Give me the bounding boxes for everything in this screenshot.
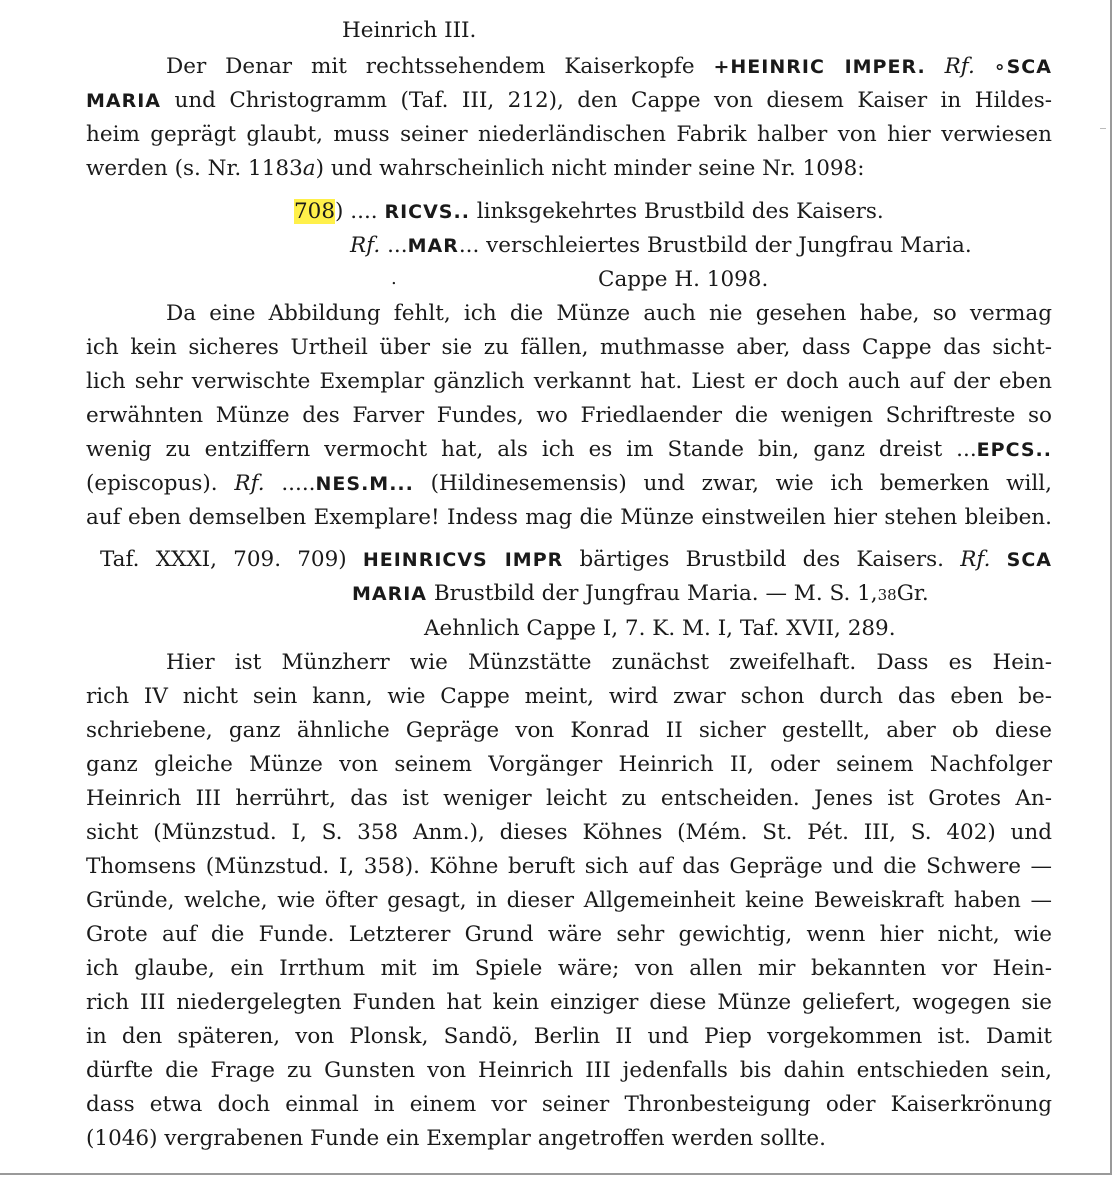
- p2-line-6: [86, 467, 1052, 501]
- p1-line-2: [86, 84, 1052, 118]
- coin-legend: +HEINRIC IMPER.: [713, 56, 926, 78]
- reverse-abbr: Rf.: [944, 54, 975, 79]
- coin-legend: MAR: [407, 235, 459, 257]
- reverse-abbr: Rf.: [234, 471, 265, 496]
- coin-legend: NES.M...: [315, 473, 414, 495]
- p3-line-1: Hier ist Münzherr wie Münzstätte zunächst zweifelhaft. Dass es Hein-: [166, 650, 1052, 675]
- p3-line-15: (1046) vergrabenen Funde ein Exemplar angetroffen werden sollte.: [86, 1126, 826, 1151]
- entry-709-line-2: [352, 577, 1012, 611]
- p1-l4-text-end: ) und wahrscheinlich nicht minder seine Nr. 1098:: [315, 156, 865, 181]
- p3-line-4: ganz gleiche Münze von seinem Vorgänger Heinrich II, oder seinem Nachfolger: [86, 752, 1052, 777]
- p2-line-1: Da eine Abbildung fehlt, ich die Münze auch nie gesehen habe, so vermag: [166, 301, 1052, 326]
- plate-reference: Taf. XXXI, 709. 709): [100, 547, 347, 572]
- p2-line-3: lich sehr verwischte Exemplar gänzlich verkannt hat. Liest er doch auch auf der eben: [86, 369, 1052, 394]
- p1-l4-text: werden (s. Nr. 1183: [86, 156, 303, 181]
- p2-line-7: auf eben demselben Exemplare! Indess mag die Münze einstweilen hier stehen bleiben.: [86, 505, 1052, 530]
- p1-line-1: [166, 50, 1052, 84]
- p3-line-5: Heinrich III herrührt, das ist weniger leicht zu entscheiden. Jenes ist Grotes An-: [86, 786, 1052, 811]
- p1-l1-text: Der Denar mit rechtssehendem Kaiserkopfe: [166, 54, 695, 79]
- coin-legend: MARIA: [352, 583, 428, 605]
- coin-legend: HEINRICVS IMPR: [362, 549, 564, 571]
- coin-legend: RICVS..: [384, 201, 470, 223]
- p3-line-12: in den späteren, von Plonsk, Sandö, Berlin II und Piep vorgekommen ist. Damit: [86, 1024, 1052, 1049]
- p3-line-3: schriebene, ganz ähnliche Gepräge von Konrad II sicher gestellt, aber ob diese: [86, 718, 1052, 743]
- p3-line-13: dürfte die Frage zu Gunsten von Heinrich III jedenfalls bis dahin entschieden sein,: [86, 1058, 1052, 1083]
- reverse-abbr: Rf.: [350, 233, 381, 258]
- entry-709-line-1: [100, 543, 1052, 577]
- p1-l2-text: und Christogramm (Taf. III, 212), den Cappe von diesem Kaiser in Hildes-: [174, 88, 1052, 113]
- coin-legend: SCA: [1006, 549, 1052, 571]
- p3-line-9: Grote auf die Funde. Letzterer Grund wäre sehr gewichtig, wenn hier nicht, wie: [86, 922, 1052, 947]
- entry-709-desc: Brustbild der Jungfrau Maria. — M. S. 1,: [433, 581, 878, 606]
- p2-l6-text-end: (Hildinesemensis) und zwar, wie ich bemerken will,: [430, 471, 1052, 496]
- entry-708-dots: ) ....: [335, 199, 378, 224]
- coin-legend: MARIA: [86, 90, 162, 112]
- entry-709-unit: Gr.: [896, 581, 929, 606]
- reverse-abbr: Rf.: [960, 547, 991, 572]
- p1-line-4: [86, 152, 1052, 186]
- p2-l6-text: (episcopus).: [86, 471, 218, 496]
- p3-line-14: dass etwa doch einmal in einem vor seiner Thronbesteigung oder Kaiserkrönung: [86, 1092, 1052, 1117]
- entry-number-highlight: 708: [294, 199, 336, 224]
- section-title: Heinrich III.: [342, 18, 477, 43]
- entry-708-dots: ...: [387, 233, 408, 258]
- p3-line-2: rich IV nicht sein kann, wie Cappe meint, wird zwar schon durch das eben be-: [86, 684, 1052, 709]
- p2-l5-text: wenig zu entziffern vermocht hat, als ich es im Stande bin, ganz dreist ...: [86, 437, 977, 462]
- entry-709-desc: bärtiges Brustbild des Kaisers.: [579, 547, 945, 572]
- p1-l4-italic: a: [302, 156, 316, 181]
- p2-line-4: erwähnten Münze des Farver Fundes, wo Friedlaender die wenigen Schriftreste so: [86, 403, 1052, 428]
- p3-line-10: ich glaube, ein Irrthum mit im Spiele wäre; von allen mir bekannten vor Hein-: [86, 956, 1052, 981]
- entry-708-line-3: Cappe H. 1098.: [598, 267, 769, 292]
- entry-708-desc: ... verschleiertes Brustbild der Jungfrau Maria.: [458, 233, 972, 258]
- p3-line-6: sicht (Münzstud. I, S. 358 Anm.), dieses Köhnes (Mém. St. Pét. III, S. 402) und: [86, 820, 1052, 845]
- entry-708-line-2: [350, 229, 1052, 263]
- entry-708-line-1: [294, 195, 984, 229]
- entry-709-line-3: Aehnlich Cappe I, 7. K. M. I, Taf. XVII, 289.: [424, 616, 896, 641]
- p2-l6-dots: .....: [281, 471, 316, 496]
- p2-line-5: [86, 433, 1052, 467]
- p2-line-2: ich kein sicheres Urtheil über sie zu fällen, muthmasse aber, dass Cappe das sicht-: [86, 335, 1052, 360]
- p1-line-3: heim geprägt glaubt, muss seiner niederländischen Fabrik halber von hier verwiesen: [86, 122, 1052, 147]
- p3-line-7: Thomsens (Münzstud. I, 358). Köhne beruft sich auf das Gepräge und die Schwere —: [86, 854, 1052, 879]
- stray-dot: .: [391, 268, 397, 289]
- coin-legend: ∘SCA: [993, 56, 1052, 78]
- margin-mark: [1100, 128, 1106, 129]
- p3-line-8: Gründe, welche, wie öfter gesagt, in dieser Allgemeinheit keine Beweiskraft haben —: [86, 888, 1052, 913]
- entry-708-desc: linksgekehrtes Brustbild des Kaisers.: [476, 199, 884, 224]
- p3-line-11: rich III niedergelegten Funden hat kein einziger diese Münze geliefert, wogegen sie: [86, 990, 1052, 1015]
- coin-legend: EPCS..: [976, 439, 1052, 461]
- weight-fraction: 38: [877, 586, 897, 604]
